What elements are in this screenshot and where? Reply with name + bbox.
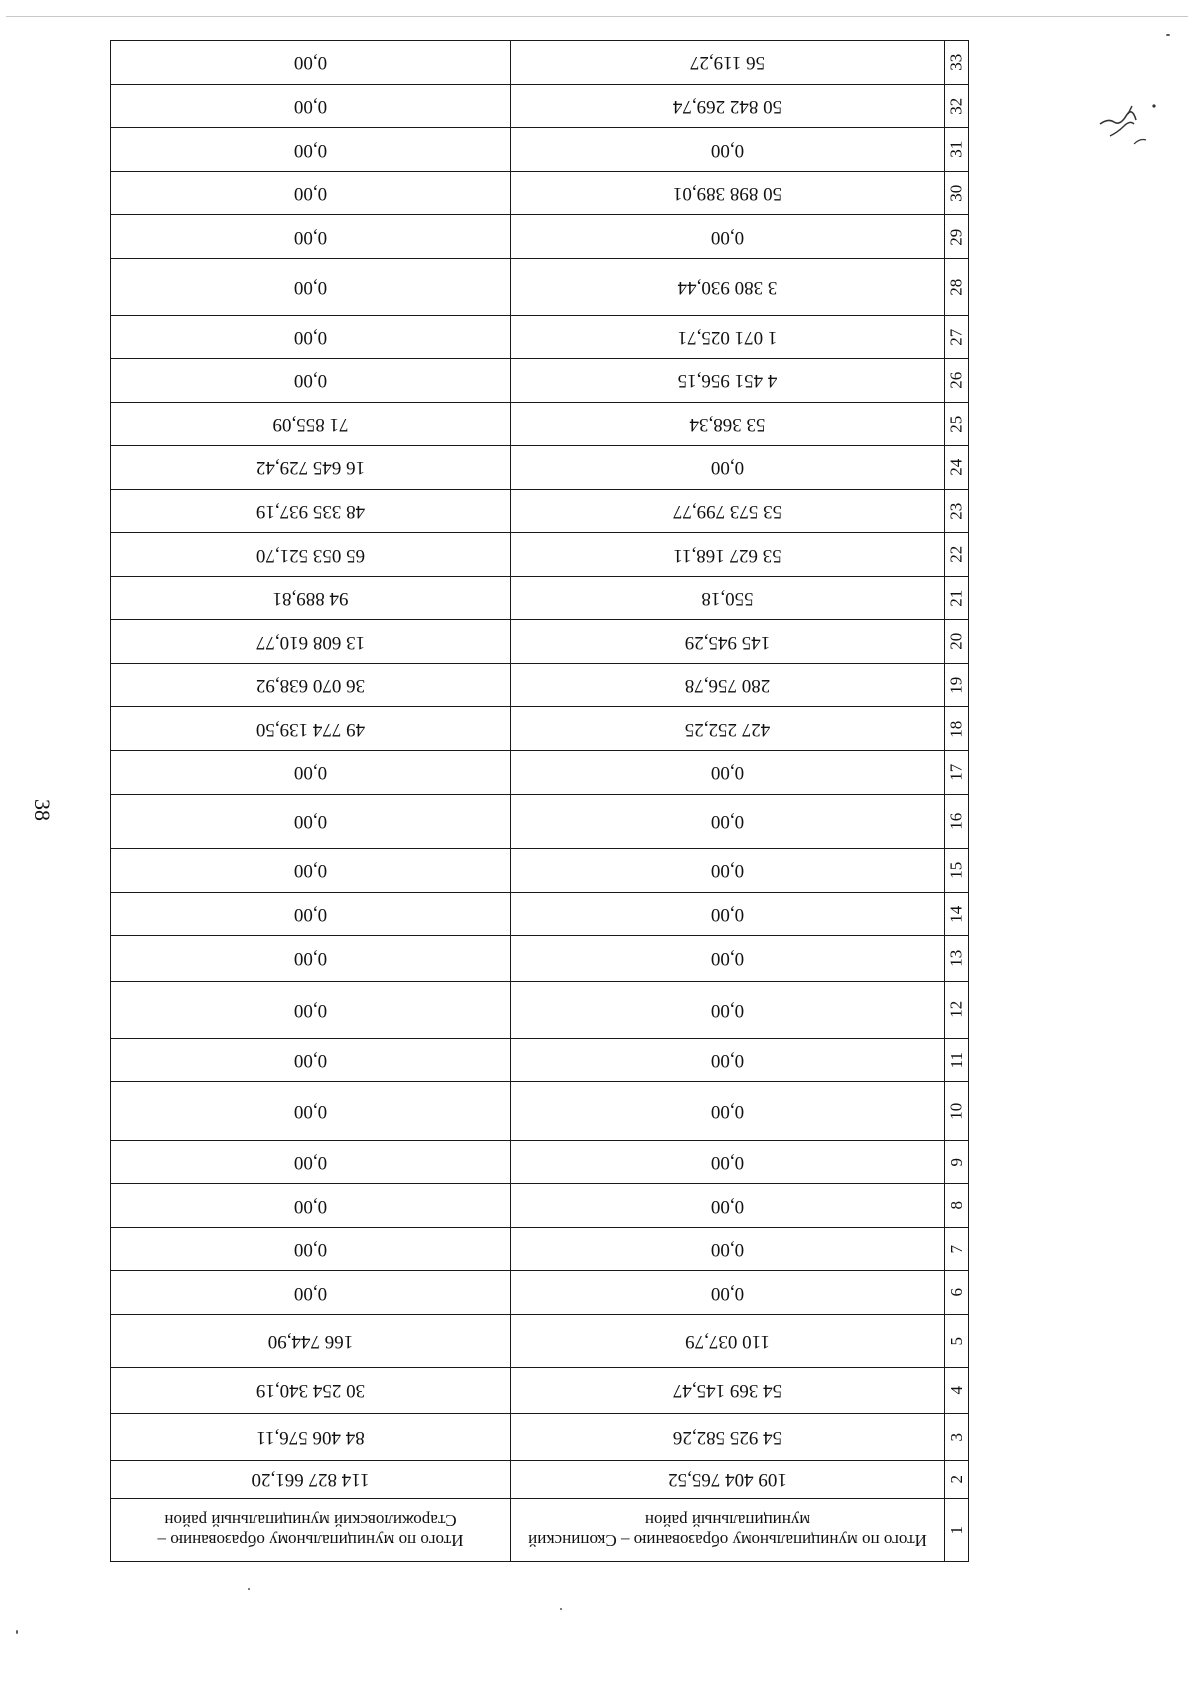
municipality-name-cell: Итого по муниципальному образованию – Старожиловский муниципальный район <box>111 1499 511 1562</box>
value-cell: 94 889,81 <box>111 576 511 620</box>
column-number: 4 <box>946 1386 966 1395</box>
column-number: 17 <box>946 763 966 781</box>
pen-scribble-mark <box>1090 84 1170 164</box>
column-number: 24 <box>946 459 966 477</box>
value-cell: 3 380 930,44 <box>511 259 945 316</box>
value-cell: 49 774 139,50 <box>111 707 511 751</box>
scan-speck <box>560 1608 562 1610</box>
column-number: 28 <box>946 278 966 296</box>
table-row <box>111 576 969 620</box>
column-number-cell <box>945 707 969 751</box>
column-number-cell <box>945 663 969 707</box>
table-row <box>111 359 969 403</box>
value-cell: 0,00 <box>111 215 511 259</box>
value-cell: 0,00 <box>511 446 945 490</box>
table-row <box>111 489 969 533</box>
column-number-cell <box>945 533 969 577</box>
column-number: 23 <box>946 502 966 520</box>
value-cell: 166 744,90 <box>111 1314 511 1367</box>
value-cell: 0,00 <box>111 84 511 128</box>
value-cell: 71 855,09 <box>111 402 511 446</box>
column-number-cell <box>945 1271 969 1315</box>
table-row <box>111 259 969 316</box>
table-row <box>111 794 969 849</box>
table-row <box>111 1499 969 1562</box>
table-row <box>111 533 969 577</box>
column-number: 22 <box>946 546 966 564</box>
table-row <box>111 663 969 707</box>
value-cell: 0,00 <box>511 849 945 893</box>
value-cell: 0,00 <box>111 171 511 215</box>
table-row <box>111 1414 969 1461</box>
column-number-cell <box>945 171 969 215</box>
column-number-cell <box>945 1038 969 1082</box>
column-number-cell <box>945 1082 969 1141</box>
value-cell: 16 645 729,42 <box>111 446 511 490</box>
table-row <box>111 751 969 795</box>
value-cell: 65 053 521,70 <box>111 533 511 577</box>
column-number: 32 <box>946 97 966 115</box>
value-cell: 110 037,79 <box>511 1314 945 1367</box>
value-cell: 550,18 <box>511 576 945 620</box>
column-number: 10 <box>946 1102 966 1120</box>
table-row <box>111 892 969 936</box>
column-number: 1 <box>946 1525 966 1535</box>
value-cell: 50 898 389,01 <box>511 171 945 215</box>
column-number: 26 <box>946 372 966 390</box>
column-number-cell <box>945 259 969 316</box>
value-cell: 145 945,29 <box>511 620 945 664</box>
column-number: 12 <box>946 1001 966 1019</box>
value-cell: 0,00 <box>511 892 945 936</box>
value-cell: 0,00 <box>111 936 511 982</box>
column-number-cell <box>945 84 969 128</box>
scan-speck <box>248 1588 250 1590</box>
value-cell: 0,00 <box>111 794 511 849</box>
column-number: 5 <box>946 1336 966 1346</box>
column-number-cell <box>945 359 969 403</box>
column-number-cell <box>945 1499 969 1562</box>
value-cell: 0,00 <box>511 794 945 849</box>
column-number: 2 <box>946 1475 966 1484</box>
value-cell: 53 368,34 <box>511 402 945 446</box>
table-row <box>111 128 969 172</box>
table-row <box>111 215 969 259</box>
value-cell: 13 608 610,77 <box>111 620 511 664</box>
column-number: 7 <box>946 1244 966 1254</box>
column-number: 21 <box>946 589 966 607</box>
column-number-cell <box>945 892 969 936</box>
value-cell: 0,00 <box>111 259 511 316</box>
value-cell: 0,00 <box>111 1038 511 1082</box>
value-cell: 0,00 <box>111 1271 511 1315</box>
value-cell: 0,00 <box>511 1082 945 1141</box>
column-number-cell <box>945 489 969 533</box>
value-cell: 427 252,25 <box>511 707 945 751</box>
value-cell: 114 827 661,20 <box>111 1460 511 1498</box>
value-cell: 56 119,27 <box>511 41 945 85</box>
value-cell: 48 335 937,19 <box>111 489 511 533</box>
table-row <box>111 707 969 751</box>
column-number-cell <box>945 1227 969 1271</box>
column-number-cell <box>945 215 969 259</box>
column-number-cell <box>945 1414 969 1461</box>
value-cell: 0,00 <box>111 751 511 795</box>
table-row <box>111 1460 969 1498</box>
value-cell: 0,00 <box>111 315 511 359</box>
column-number: 6 <box>946 1288 966 1297</box>
column-number: 27 <box>946 328 966 346</box>
column-number-cell <box>945 576 969 620</box>
table-row <box>111 41 969 85</box>
column-number-cell <box>945 1184 969 1228</box>
table-row <box>111 446 969 490</box>
column-number: 33 <box>946 53 966 71</box>
column-number-cell <box>945 794 969 849</box>
value-cell: 0,00 <box>111 1227 511 1271</box>
value-cell: 53 573 799,77 <box>511 489 945 533</box>
column-number-cell <box>945 1140 969 1184</box>
table-row <box>111 315 969 359</box>
table-row <box>111 1184 969 1228</box>
scan-speck <box>1166 34 1170 36</box>
value-cell: 280 756,78 <box>511 663 945 707</box>
table-row <box>111 1367 969 1414</box>
table-row <box>111 849 969 893</box>
column-number: 9 <box>946 1157 966 1167</box>
column-number: 18 <box>946 720 966 738</box>
value-cell: 0,00 <box>111 128 511 172</box>
value-cell: 0,00 <box>111 1082 511 1141</box>
table-row <box>111 1082 969 1141</box>
value-cell: 0,00 <box>511 1184 945 1228</box>
top-rule <box>6 16 1188 17</box>
column-number-cell <box>945 1314 969 1367</box>
table-row <box>111 1140 969 1184</box>
value-cell: 36 070 638,92 <box>111 663 511 707</box>
column-number-cell <box>945 128 969 172</box>
table-row <box>111 981 969 1038</box>
column-number: 8 <box>946 1201 966 1210</box>
value-cell: 0,00 <box>111 1184 511 1228</box>
value-cell: 0,00 <box>511 1038 945 1082</box>
column-number: 3 <box>946 1432 966 1442</box>
value-cell: 0,00 <box>511 215 945 259</box>
value-cell: 4 451 956,15 <box>511 359 945 403</box>
column-number-cell <box>945 981 969 1038</box>
table-row <box>111 1038 969 1082</box>
column-number: 15 <box>946 862 966 880</box>
column-number: 29 <box>946 228 966 246</box>
table-row <box>111 402 969 446</box>
value-cell: 0,00 <box>511 1227 945 1271</box>
value-cell: 0,00 <box>511 936 945 982</box>
page-number: 38 <box>30 799 55 821</box>
column-number-cell <box>945 849 969 893</box>
column-number: 31 <box>946 141 966 159</box>
value-cell: 0,00 <box>111 359 511 403</box>
table-row <box>111 620 969 664</box>
table-row <box>111 171 969 215</box>
column-number-cell <box>945 1460 969 1498</box>
column-number-cell <box>945 41 969 85</box>
column-number: 20 <box>946 633 966 651</box>
value-cell: 50 842 269,74 <box>511 84 945 128</box>
column-number: 30 <box>946 184 966 202</box>
column-number: 16 <box>946 812 966 830</box>
table-row <box>111 84 969 128</box>
value-cell: 0,00 <box>111 981 511 1038</box>
column-number: 11 <box>946 1051 966 1069</box>
column-number: 25 <box>946 415 966 433</box>
value-cell: 53 627 168,11 <box>511 533 945 577</box>
value-cell: 54 925 582,26 <box>511 1414 945 1461</box>
table-row <box>111 1271 969 1315</box>
value-cell: 109 404 765,52 <box>511 1460 945 1498</box>
column-number: 14 <box>946 905 966 923</box>
value-cell: 0,00 <box>511 1271 945 1315</box>
budget-table <box>110 40 969 1562</box>
table-row <box>111 936 969 982</box>
column-number-cell <box>945 620 969 664</box>
column-number-cell <box>945 315 969 359</box>
value-cell: 0,00 <box>511 1140 945 1184</box>
value-cell: 1 071 025,71 <box>511 315 945 359</box>
column-number-cell <box>945 751 969 795</box>
value-cell: 0,00 <box>111 1140 511 1184</box>
scan-speck <box>16 1630 18 1634</box>
value-cell: 0,00 <box>511 128 945 172</box>
table-row <box>111 1314 969 1367</box>
column-number: 13 <box>946 950 966 968</box>
column-number-cell <box>945 936 969 982</box>
municipality-name-cell: Итого по муниципальному образованию – Скопинский муниципальный район <box>511 1499 945 1562</box>
value-cell: 0,00 <box>511 751 945 795</box>
value-cell: 0,00 <box>511 981 945 1038</box>
value-cell: 0,00 <box>111 892 511 936</box>
value-cell: 30 254 340,19 <box>111 1367 511 1414</box>
value-cell: 0,00 <box>111 849 511 893</box>
column-number-cell <box>945 402 969 446</box>
column-number: 19 <box>946 676 966 694</box>
value-cell: 84 406 576,11 <box>111 1414 511 1461</box>
column-number-cell <box>945 1367 969 1414</box>
value-cell: 0,00 <box>111 41 511 85</box>
column-number-cell <box>945 446 969 490</box>
table-row <box>111 1227 969 1271</box>
value-cell: 54 369 145,47 <box>511 1367 945 1414</box>
